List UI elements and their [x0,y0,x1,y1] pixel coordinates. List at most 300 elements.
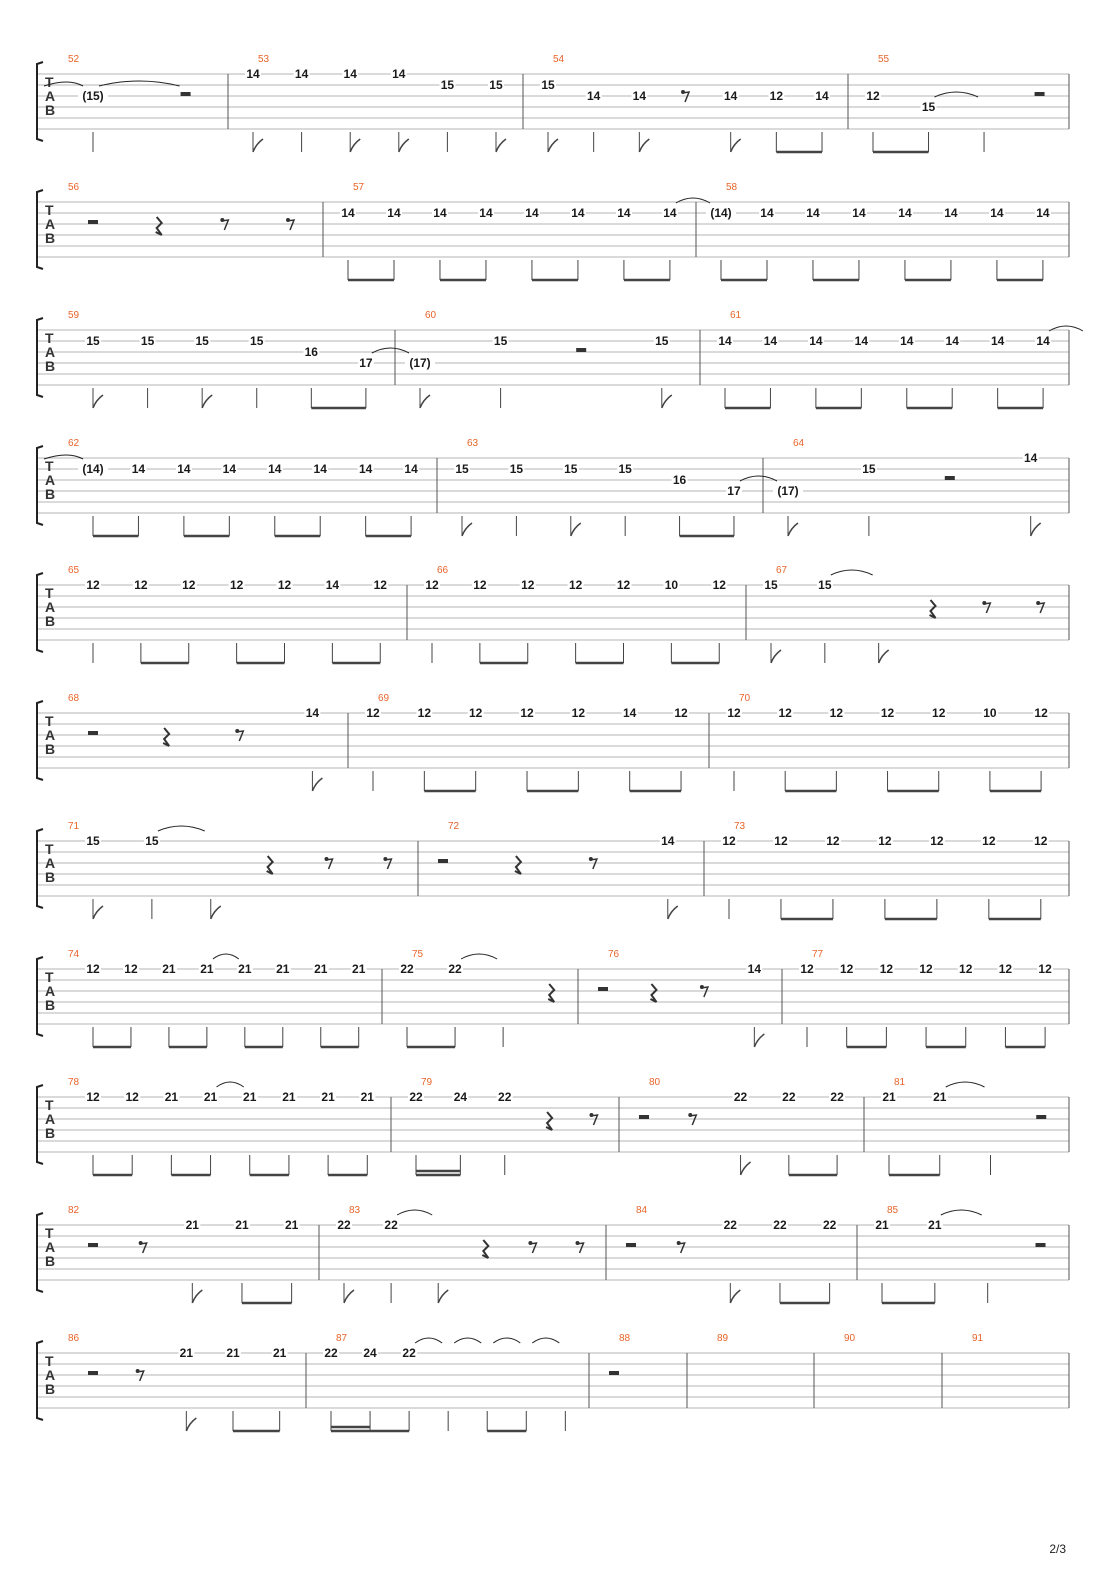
note-flag [350,139,360,152]
fret-number: 15 [818,578,832,592]
fret-number: 22 [782,1090,796,1104]
measure [68,1205,300,1303]
fret-number: 12 [930,834,944,848]
fret-number: 12 [134,578,148,592]
measure-number: 79 [421,1077,433,1088]
fret-number: 12 [727,706,741,720]
eighth-rest [678,1243,685,1253]
fret-number: 21 [162,962,176,976]
measure-number: 53 [258,54,270,65]
tab-clef-letter: T [45,330,54,346]
measure [773,438,1041,536]
fret-number: 14 [131,462,146,476]
measure [365,693,689,791]
measure-number: 82 [68,1205,80,1216]
measure-number: 67 [776,565,788,576]
measure-number: 64 [793,438,805,449]
fret-number: 14 [944,206,958,220]
fret-number: 12 [998,962,1013,976]
tie-arc [831,570,873,575]
fret-number: 14 [525,206,539,220]
tab-clef-letter: B [45,230,56,246]
measure [706,182,1051,280]
fret-number: 14 [900,334,914,348]
fret-number: 12 [124,962,138,976]
quarter-rest [267,856,273,874]
fret-number: 12 [86,1090,100,1104]
eighth-rest [221,220,228,230]
eighth-rest [590,1115,597,1125]
measure-number: 57 [353,182,365,193]
measure [68,821,391,919]
measure [454,438,777,536]
measure [245,54,506,152]
fret-number: 15 [618,462,632,476]
quarter-rest [650,984,656,1002]
tab-system [37,693,1069,791]
measure-number: 85 [887,1205,899,1216]
measure [609,1333,631,1375]
fret-number: 14 [341,206,355,220]
fret-number: 15 [86,834,100,848]
fret-number: (15) [82,89,104,103]
fret-number: 14 [586,89,601,103]
fret-number: 14 [623,706,637,720]
measure-number: 54 [553,54,565,65]
fret-number: 12 [616,578,631,592]
tab-system [37,1077,1069,1175]
tab-clef-letter: A [45,216,56,232]
tab-clef-letter: T [45,713,54,729]
fret-number: 21 [243,1090,257,1104]
fret-number: 14 [990,334,1005,348]
fret-number: 12 [880,706,895,720]
fret-number: 14 [852,206,866,220]
quarter-rest [156,217,162,235]
fret-number: 22 [324,1346,338,1360]
fret-number: 14 [177,462,191,476]
fret-number: 14 [661,834,675,848]
eighth-rest [682,92,689,102]
measure-number: 81 [894,1077,906,1088]
fret-number: 15 [921,100,936,114]
fret-number: 12 [425,578,439,592]
measure-number: 87 [336,1333,348,1344]
measure-number: 65 [68,565,80,576]
tie-arc [532,1338,559,1343]
fret-number: 12 [866,89,880,103]
fret-number: 15 [250,334,264,348]
fret-number: 12 [959,962,973,976]
fret-number: 14 [760,206,774,220]
fret-number: 12 [125,1090,139,1104]
note-flag [420,395,430,408]
fret-number: 14 [294,67,309,81]
fret-number: 24 [453,1090,468,1104]
measure [68,438,419,536]
measure [598,949,764,1047]
fret-number: 12 [86,962,100,976]
fret-number: 15 [764,578,778,592]
fret-number: 22 [337,1218,351,1232]
fret-number: 21 [238,962,252,976]
fret-number: 16 [304,345,318,359]
measure [340,182,710,280]
tab-clef-letter: A [45,855,56,871]
measure [726,693,1049,791]
measure-number: 69 [378,693,390,704]
eighth-rest [590,859,597,869]
tab-clef-letter: B [45,997,56,1013]
note-flag [571,523,581,536]
fret-number: 12 [366,706,380,720]
measure [799,949,1053,1047]
fret-number: 14 [898,206,912,220]
measure [405,310,672,408]
measure-number: 91 [972,1333,984,1344]
tab-clef-letter: B [45,1125,56,1141]
tab-system [37,1333,1069,1431]
fret-number: 14 [433,206,447,220]
eighth-rest [326,859,333,869]
fret-number: 14 [387,206,401,220]
tab-clef-letter: T [45,969,54,985]
note-flag [462,523,472,536]
measure [717,1333,729,1344]
tab-system [37,310,1083,408]
measure-number: 84 [636,1205,648,1216]
tab-clef-letter: T [45,1353,54,1369]
fret-number: 14 [1024,451,1038,465]
fret-number: 21 [360,1090,374,1104]
fret-number: 15 [86,334,100,348]
half-rest [1036,1115,1046,1119]
fret-number: 14 [815,89,829,103]
tab-clef-letter: T [45,841,54,857]
fret-number: 14 [222,462,237,476]
fret-number: 12 [712,578,726,592]
fret-number: 15 [862,462,876,476]
tab-clef-letter: T [45,202,54,218]
fret-number: 12 [829,706,844,720]
fret-number: 21 [284,1218,299,1232]
measure [68,54,191,152]
fret-number: 15 [489,78,503,92]
fret-number: (14) [710,206,732,220]
fret-number: 12 [373,578,387,592]
tab-system [37,438,1069,536]
fret-number: 21 [352,962,366,976]
measure [68,565,388,663]
measure-number: 90 [844,1333,856,1344]
note-flag [879,650,889,663]
tab-clef-letter: T [45,74,54,90]
tab-clef-letter: B [45,613,56,629]
quarter-rest [163,728,169,746]
tab-clef-letter: B [45,1253,56,1269]
measure [68,1077,375,1175]
fret-number: 12 [769,89,784,103]
fret-number: 21 [276,962,290,976]
tab-clef-letter: A [45,599,56,615]
tab-clef-letter: A [45,1111,56,1127]
measure-number: 52 [68,54,80,65]
measure [717,310,1083,408]
measure [881,1077,1046,1175]
quarter-rest [929,600,935,618]
quarter-rest [546,1112,552,1130]
measure-number: 60 [425,310,437,321]
measure-number: 63 [467,438,479,449]
fret-number: 22 [409,1090,423,1104]
measure-number: 88 [619,1333,631,1344]
fret-number: 12 [277,578,292,592]
measure [844,1333,856,1344]
fret-number: 21 [235,1218,249,1232]
fret-number: 12 [520,706,534,720]
measure-number: 80 [649,1077,661,1088]
fret-number: 12 [982,834,996,848]
tab-system [37,54,1069,152]
fret-number: 22 [384,1218,398,1232]
eighth-rest [140,1243,147,1253]
eighth-rest [384,859,391,869]
fret-number: 10 [664,578,679,592]
tab-system [37,565,1069,663]
tab-clef-letter: B [45,486,56,502]
measure-number: 73 [734,821,746,832]
fret-number: 14 [806,206,820,220]
measure-number: 89 [717,1333,729,1344]
note-flag [639,139,649,152]
tie-arc [397,1210,432,1215]
note-flag [438,1290,448,1303]
fret-number: 21 [882,1090,896,1104]
fret-number: 21 [282,1090,296,1104]
tie-arc [461,954,497,959]
note-flag [1031,523,1041,536]
tie-arc [946,1082,985,1087]
fret-number: 15 [493,334,508,348]
measure-number: 59 [68,310,80,321]
fret-number: 22 [402,1346,416,1360]
tab-system [37,949,1069,1047]
half-rest [88,220,98,224]
fret-number: 14 [763,334,778,348]
fret-number: 15 [440,78,455,92]
fret-number: 22 [723,1218,737,1232]
note-flag [754,1034,764,1047]
fret-number: 14 [392,67,406,81]
note-flag [211,906,221,919]
note-flag [253,139,263,152]
tie-arc [493,1338,520,1343]
fret-number: 21 [200,962,214,976]
tie-arc [454,1338,481,1343]
eighth-rest [287,220,294,230]
eighth-rest [529,1243,536,1253]
tab-clef-letter: B [45,869,56,885]
fret-number: 12 [879,962,894,976]
page-number: 2/3 [1049,1542,1066,1556]
fret-number: 14 [268,462,282,476]
half-rest [598,987,608,991]
fret-number: 21 [875,1218,889,1232]
eighth-rest [689,1115,696,1125]
fret-number: 14 [1036,334,1050,348]
fret-number: 12 [774,834,788,848]
measure [540,54,830,152]
note-flag [548,139,558,152]
fret-number: 21 [314,962,328,976]
fret-number: 14 [358,462,373,476]
fret-number: 22 [830,1090,844,1104]
measure-number: 62 [68,438,80,449]
measure [424,565,727,663]
fret-number: 21 [321,1090,335,1104]
measure [972,1333,984,1344]
fret-number: 12 [722,834,736,848]
tab-clef-letter: T [45,458,54,474]
fret-number: 14 [343,67,357,81]
tie-arc [415,1338,442,1343]
measure-number: 77 [812,949,824,960]
tab-clef-letter: B [45,1381,56,1397]
tab-clef-letter: A [45,344,56,360]
fret-number: 14 [1036,206,1050,220]
fret-number: 21 [164,1090,179,1104]
note-flag [344,1290,354,1303]
fret-number: 12 [568,578,583,592]
note-flag [186,1418,196,1431]
tie-arc [941,1210,982,1215]
tab-clef-letter: B [45,358,56,374]
fret-number: 12 [182,578,196,592]
half-rest [1035,92,1045,96]
measure [865,54,1045,152]
tie-arc [158,826,205,831]
measure [626,1205,838,1303]
fret-number: 14 [663,206,677,220]
fret-number: 21 [185,1218,199,1232]
fret-number: 14 [747,962,762,976]
half-rest [626,1243,636,1247]
fret-number: 21 [933,1090,947,1104]
fret-number: 14 [305,706,320,720]
tab-clef-letter: B [45,741,56,757]
fret-number: 12 [1034,706,1048,720]
eighth-rest [137,1371,144,1381]
tab-system [37,1205,1069,1303]
tab-clef-letter: A [45,88,56,104]
measure-number: 58 [726,182,738,193]
fret-number: 14 [246,67,260,81]
fret-number: 21 [179,1346,194,1360]
note-flag [496,139,506,152]
fret-number: 16 [672,473,687,487]
tab-system [37,182,1069,280]
tab-clef-letter: T [45,1097,54,1113]
tab-clef-letter: A [45,727,56,743]
measure [323,1333,565,1431]
fret-number: 14 [990,206,1004,220]
fret-number: 12 [840,962,854,976]
tab-clef-letter: A [45,1239,56,1255]
note-flag [730,1290,740,1303]
note-flag [788,523,798,536]
measure-number: 86 [68,1333,80,1344]
fret-number: 17 [359,356,373,370]
measure [408,1077,597,1175]
fret-number: 21 [928,1218,942,1232]
fret-number: 14 [571,206,585,220]
fret-number: 14 [479,206,493,220]
eighth-rest [236,731,243,741]
half-rest [88,731,98,735]
half-rest [945,476,955,480]
eighth-rest [577,1243,584,1253]
fret-number: 14 [313,462,327,476]
fret-number: 14 [945,334,959,348]
fret-number: 12 [826,834,840,848]
measure-number: 76 [608,949,620,960]
fret-number: 12 [919,962,933,976]
fret-number: 24 [363,1346,377,1360]
half-rest [88,1243,98,1247]
fret-number: 22 [733,1090,748,1104]
tab-clef-letter: T [45,1225,54,1241]
fret-number: 14 [617,206,631,220]
fret-number: 12 [878,834,892,848]
fret-number: 22 [498,1090,512,1104]
fret-number: 14 [723,89,738,103]
fret-number: (17) [409,356,431,370]
fret-number: 22 [773,1218,787,1232]
fret-number: 22 [822,1218,837,1232]
measure [68,693,322,791]
eighth-rest [983,603,990,613]
measure-number: 78 [68,1077,80,1088]
quarter-rest [548,984,554,1002]
fret-number: 12 [571,706,586,720]
fret-number: 15 [145,834,159,848]
note-flag [731,139,741,152]
quarter-rest [482,1240,488,1258]
fret-number: 12 [674,706,688,720]
half-rest [88,1371,98,1375]
fret-number: 22 [448,962,462,976]
fret-number: 12 [473,578,487,592]
fret-number: 14 [809,334,823,348]
note-flag [741,1162,751,1175]
half-rest [639,1115,649,1119]
fret-number: 12 [229,578,244,592]
tab-clef-letter: A [45,472,56,488]
fret-number: 15 [655,334,669,348]
measure-number: 70 [739,693,751,704]
measure-number: 56 [68,182,80,193]
measure-number: 66 [437,565,449,576]
tab-clef-letter: B [45,102,56,118]
fret-number: 14 [854,334,869,348]
fret-number: 15 [455,462,469,476]
fret-number: 15 [541,78,555,92]
fret-number: 14 [718,334,732,348]
fret-number: (17) [777,484,799,498]
measure-number: 68 [68,693,80,704]
fret-number: 12 [417,706,432,720]
fret-number: 21 [226,1346,240,1360]
